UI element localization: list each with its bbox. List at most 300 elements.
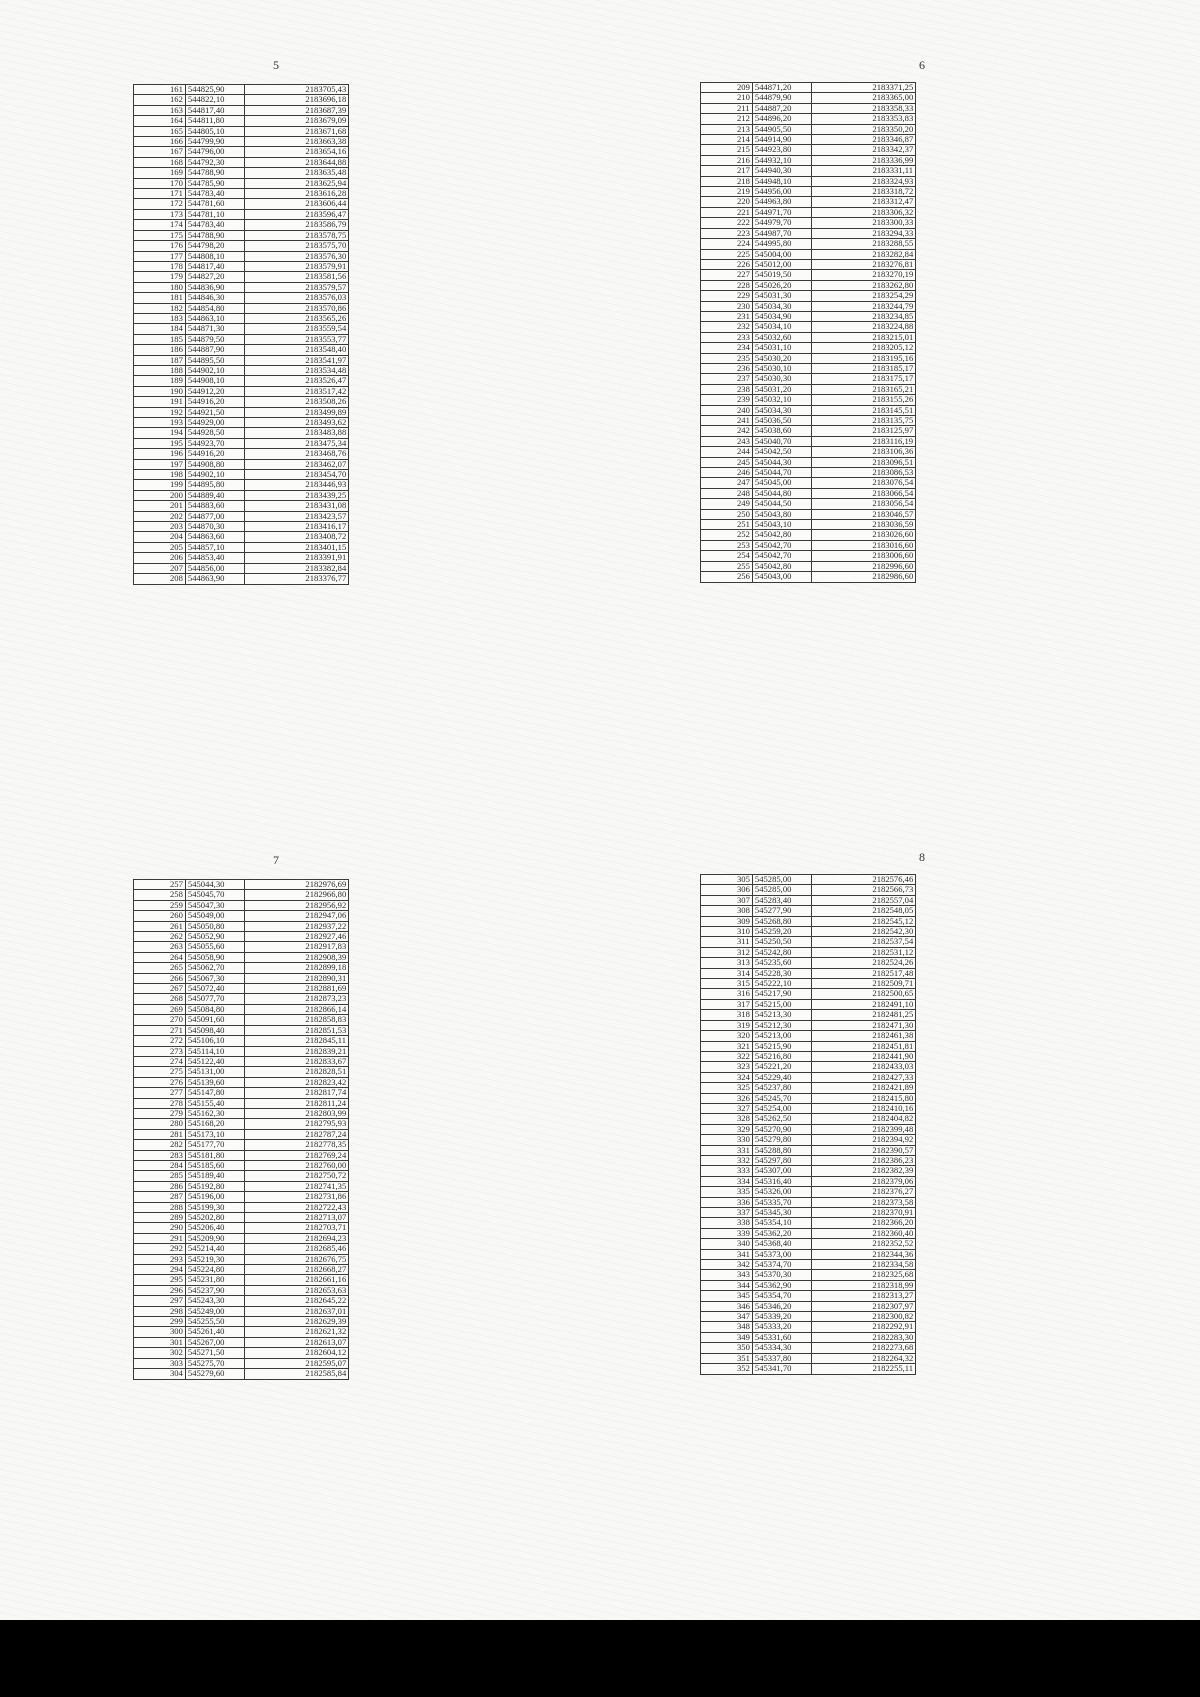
y-coordinate: 2183215,01: [812, 332, 916, 342]
x-coordinate: 544916,20: [185, 449, 245, 459]
table-row: [701, 1062, 916, 1072]
x-coordinate: 545034,30: [752, 405, 812, 415]
y-coordinate: 2183224,88: [812, 322, 916, 332]
x-coordinate: 545337,80: [752, 1353, 812, 1363]
point-number: 211: [701, 103, 753, 113]
table-row: [134, 480, 349, 490]
y-coordinate: 2182352,52: [812, 1239, 916, 1249]
table-row: [134, 1015, 349, 1025]
point-number: 327: [701, 1103, 753, 1113]
point-number: 204: [134, 532, 186, 542]
point-number: 285: [134, 1171, 186, 1181]
x-coordinate: 545155,40: [185, 1098, 245, 1108]
y-coordinate: 2182741,35: [245, 1181, 349, 1191]
point-number: 161: [134, 85, 186, 95]
point-number: 269: [134, 1004, 186, 1014]
y-coordinate: 2183353,83: [812, 114, 916, 124]
x-coordinate: 545261,40: [185, 1327, 245, 1337]
table-row: [701, 1291, 916, 1301]
x-coordinate: 545131,00: [185, 1067, 245, 1077]
y-coordinate: 2183106,36: [812, 447, 916, 457]
x-coordinate: 544929,00: [185, 418, 245, 428]
x-coordinate: 545032,60: [752, 332, 812, 342]
table-row: [701, 1228, 916, 1238]
x-coordinate: 545055,60: [185, 942, 245, 952]
point-number: 183: [134, 313, 186, 323]
point-number: 329: [701, 1124, 753, 1134]
x-coordinate: 544796,00: [185, 147, 245, 157]
y-coordinate: 2183475,34: [245, 438, 349, 448]
point-number: 167: [134, 147, 186, 157]
table-row: [701, 436, 916, 446]
point-number: 205: [134, 542, 186, 552]
y-coordinate: 2183606,44: [245, 199, 349, 209]
point-number: 317: [701, 999, 753, 1009]
x-coordinate: 545279,60: [185, 1369, 245, 1379]
point-number: 259: [134, 900, 186, 910]
y-coordinate: 2183006,60: [812, 551, 916, 561]
point-number: 172: [134, 199, 186, 209]
table-row: [701, 1145, 916, 1155]
y-coordinate: 2183046,57: [812, 509, 916, 519]
x-coordinate: 545034,30: [752, 301, 812, 311]
x-coordinate: 544825,90: [185, 85, 245, 95]
point-number: 236: [701, 363, 753, 373]
point-number: 225: [701, 249, 753, 259]
x-coordinate: 545045,00: [752, 478, 812, 488]
point-number: 308: [701, 906, 753, 916]
table-row: [134, 1275, 349, 1285]
point-number: 312: [701, 947, 753, 957]
table-row: [134, 1369, 349, 1379]
x-coordinate: 544877,00: [185, 511, 245, 521]
x-coordinate: 545044,50: [752, 499, 812, 509]
point-number: 276: [134, 1077, 186, 1087]
point-number: 311: [701, 937, 753, 947]
table-row: [701, 509, 916, 519]
point-number: 207: [134, 563, 186, 573]
y-coordinate: 2182360,40: [812, 1228, 916, 1238]
table-row: [701, 416, 916, 426]
point-number: 184: [134, 324, 186, 334]
point-number: 197: [134, 459, 186, 469]
x-coordinate: 544979,70: [752, 218, 812, 228]
y-coordinate: 2183526,47: [245, 376, 349, 386]
x-coordinate: 545297,80: [752, 1155, 812, 1165]
table-row: [134, 522, 349, 532]
point-number: 194: [134, 428, 186, 438]
table-row: [134, 1192, 349, 1202]
y-coordinate: 2183654,16: [245, 147, 349, 157]
x-coordinate: 544905,50: [752, 124, 812, 134]
x-coordinate: 545058,90: [185, 952, 245, 962]
table-row: [701, 249, 916, 259]
point-number: 256: [701, 572, 753, 582]
x-coordinate: 545052,90: [185, 932, 245, 942]
point-number: 280: [134, 1119, 186, 1129]
x-coordinate: 545243,30: [185, 1296, 245, 1306]
table-row: [701, 1239, 916, 1249]
y-coordinate: 2183346,87: [812, 135, 916, 145]
point-number: 189: [134, 376, 186, 386]
y-coordinate: 2182461,38: [812, 1031, 916, 1041]
table-row: [134, 1306, 349, 1316]
x-coordinate: 544788,90: [185, 168, 245, 178]
y-coordinate: 2183462,07: [245, 459, 349, 469]
x-coordinate: 545285,00: [752, 885, 812, 895]
table-row: [134, 85, 349, 95]
point-number: 352: [701, 1364, 753, 1374]
x-coordinate: 545077,70: [185, 994, 245, 1004]
point-number: 305: [701, 875, 753, 885]
point-number: 179: [134, 272, 186, 282]
point-number: 170: [134, 178, 186, 188]
x-coordinate: 545354,10: [752, 1218, 812, 1228]
table-row: [134, 1160, 349, 1170]
point-number: 243: [701, 436, 753, 446]
y-coordinate: 2183086,53: [812, 468, 916, 478]
point-number: 293: [134, 1254, 186, 1264]
point-number: 334: [701, 1176, 753, 1186]
x-coordinate: 544879,90: [752, 93, 812, 103]
point-number: 300: [134, 1327, 186, 1337]
x-coordinate: 545212,30: [752, 1020, 812, 1030]
table-row: [134, 272, 349, 282]
table-row: [134, 438, 349, 448]
x-coordinate: 545339,20: [752, 1312, 812, 1322]
x-coordinate: 545335,70: [752, 1197, 812, 1207]
table-row: [134, 542, 349, 552]
y-coordinate: 2183581,56: [245, 272, 349, 282]
x-coordinate: 544871,30: [185, 324, 245, 334]
x-coordinate: 544896,20: [752, 114, 812, 124]
y-coordinate: 2183331,11: [812, 166, 916, 176]
point-number: 191: [134, 397, 186, 407]
y-coordinate: 2183350,20: [812, 124, 916, 134]
x-coordinate: 545031,20: [752, 384, 812, 394]
x-coordinate: 545235,60: [752, 958, 812, 968]
table-row: [701, 530, 916, 540]
table-row: [134, 900, 349, 910]
y-coordinate: 2183499,89: [245, 407, 349, 417]
y-coordinate: 2182325,68: [812, 1270, 916, 1280]
y-coordinate: 2182390,57: [812, 1145, 916, 1155]
y-coordinate: 2182917,83: [245, 942, 349, 952]
point-number: 242: [701, 426, 753, 436]
y-coordinate: 2182283,30: [812, 1332, 916, 1342]
x-coordinate: 544863,10: [185, 313, 245, 323]
table-row: [134, 574, 349, 584]
x-coordinate: 545034,10: [752, 322, 812, 332]
x-coordinate: 544908,10: [185, 376, 245, 386]
x-coordinate: 545346,20: [752, 1301, 812, 1311]
point-number: 345: [701, 1291, 753, 1301]
x-coordinate: 545228,30: [752, 968, 812, 978]
x-coordinate: 545030,10: [752, 363, 812, 373]
table-row: [134, 105, 349, 115]
point-number: 182: [134, 303, 186, 313]
y-coordinate: 2182881,69: [245, 984, 349, 994]
y-coordinate: 2183559,54: [245, 324, 349, 334]
table-row: [701, 947, 916, 957]
point-number: 332: [701, 1155, 753, 1165]
y-coordinate: 2182427,33: [812, 1072, 916, 1082]
table-row: [134, 428, 349, 438]
y-coordinate: 2183282,84: [812, 249, 916, 259]
table-row: [701, 187, 916, 197]
table-row: [701, 1103, 916, 1113]
point-number: 288: [134, 1202, 186, 1212]
point-number: 262: [134, 932, 186, 942]
point-number: 302: [134, 1348, 186, 1358]
table-row: [701, 353, 916, 363]
point-number: 212: [701, 114, 753, 124]
x-coordinate: 545354,70: [752, 1291, 812, 1301]
point-number: 250: [701, 509, 753, 519]
x-coordinate: 545345,30: [752, 1208, 812, 1218]
point-number: 330: [701, 1135, 753, 1145]
coordinates-table-page-6: [700, 82, 916, 583]
point-number: 318: [701, 1010, 753, 1020]
y-coordinate: 2182537,54: [812, 937, 916, 947]
y-coordinate: 2183517,42: [245, 386, 349, 396]
y-coordinate: 2182376,27: [812, 1187, 916, 1197]
point-number: 298: [134, 1306, 186, 1316]
point-number: 316: [701, 989, 753, 999]
table-row: [701, 93, 916, 103]
y-coordinate: 2182750,72: [245, 1171, 349, 1181]
table-row: [134, 168, 349, 178]
x-coordinate: 545270,90: [752, 1124, 812, 1134]
point-number: 344: [701, 1280, 753, 1290]
x-coordinate: 545242,80: [752, 947, 812, 957]
y-coordinate: 2182585,84: [245, 1369, 349, 1379]
x-coordinate: 544928,50: [185, 428, 245, 438]
point-number: 178: [134, 261, 186, 271]
point-number: 322: [701, 1051, 753, 1061]
x-coordinate: 545331,60: [752, 1332, 812, 1342]
point-number: 265: [134, 963, 186, 973]
y-coordinate: 2182373,58: [812, 1197, 916, 1207]
y-coordinate: 2182795,93: [245, 1119, 349, 1129]
coordinates-table-page-7: [133, 879, 349, 1380]
x-coordinate: 545250,50: [752, 937, 812, 947]
x-coordinate: 544923,80: [752, 145, 812, 155]
y-coordinate: 2182509,71: [812, 979, 916, 989]
point-number: 233: [701, 332, 753, 342]
point-number: 292: [134, 1244, 186, 1254]
point-number: 341: [701, 1249, 753, 1259]
table-row: [134, 126, 349, 136]
y-coordinate: 2183483,88: [245, 428, 349, 438]
x-coordinate: 544788,90: [185, 230, 245, 240]
table-row: [134, 1171, 349, 1181]
y-coordinate: 2182637,01: [245, 1306, 349, 1316]
y-coordinate: 2182441,90: [812, 1051, 916, 1061]
table-row: [701, 488, 916, 498]
y-coordinate: 2182531,12: [812, 947, 916, 957]
point-number: 282: [134, 1140, 186, 1150]
table-row: [134, 1004, 349, 1014]
y-coordinate: 2183616,28: [245, 189, 349, 199]
table-row: [134, 137, 349, 147]
point-number: 163: [134, 105, 186, 115]
point-number: 268: [134, 994, 186, 1004]
table-row: [701, 968, 916, 978]
y-coordinate: 2183175,17: [812, 374, 916, 384]
table-row: [134, 282, 349, 292]
y-coordinate: 2182300,82: [812, 1312, 916, 1322]
table-row: [701, 363, 916, 373]
table-row: [701, 1083, 916, 1093]
x-coordinate: 545316,40: [752, 1176, 812, 1186]
point-number: 169: [134, 168, 186, 178]
table-row: [701, 1280, 916, 1290]
point-number: 270: [134, 1015, 186, 1025]
y-coordinate: 2182899,18: [245, 963, 349, 973]
x-coordinate: 545249,00: [185, 1306, 245, 1316]
y-coordinate: 2182956,92: [245, 900, 349, 910]
y-coordinate: 2182866,14: [245, 1004, 349, 1014]
table-row: [134, 1129, 349, 1139]
y-coordinate: 2182653,63: [245, 1285, 349, 1295]
x-coordinate: 545042,50: [752, 447, 812, 457]
y-coordinate: 2182851,53: [245, 1025, 349, 1035]
point-number: 181: [134, 293, 186, 303]
y-coordinate: 2183579,91: [245, 261, 349, 271]
table-row: [701, 989, 916, 999]
x-coordinate: 545362,90: [752, 1280, 812, 1290]
table-row: [134, 157, 349, 167]
point-number: 264: [134, 952, 186, 962]
y-coordinate: 2183306,32: [812, 207, 916, 217]
x-coordinate: 545221,20: [752, 1062, 812, 1072]
y-coordinate: 2183145,51: [812, 405, 916, 415]
y-coordinate: 2182471,30: [812, 1020, 916, 1030]
point-number: 254: [701, 551, 753, 561]
y-coordinate: 2182845,11: [245, 1036, 349, 1046]
table-row: [134, 459, 349, 469]
table-row: [701, 561, 916, 571]
x-coordinate: 544932,10: [752, 155, 812, 165]
x-coordinate: 545213,00: [752, 1031, 812, 1041]
point-number: 349: [701, 1332, 753, 1342]
table-row: [701, 551, 916, 561]
table-row: [134, 1348, 349, 1358]
table-row: [701, 259, 916, 269]
table-row: [134, 189, 349, 199]
x-coordinate: 545374,70: [752, 1260, 812, 1270]
point-number: 267: [134, 984, 186, 994]
y-coordinate: 2183687,39: [245, 105, 349, 115]
y-coordinate: 2182566,73: [812, 885, 916, 895]
y-coordinate: 2182976,69: [245, 880, 349, 890]
table-row: [134, 1213, 349, 1223]
point-number: 272: [134, 1036, 186, 1046]
table-row: [701, 145, 916, 155]
y-coordinate: 2182491,10: [812, 999, 916, 1009]
y-coordinate: 2183508,26: [245, 397, 349, 407]
point-number: 209: [701, 83, 753, 93]
x-coordinate: 545042,70: [752, 551, 812, 561]
table-row: [134, 303, 349, 313]
x-coordinate: 544799,90: [185, 137, 245, 147]
table-row: [134, 973, 349, 983]
point-number: 240: [701, 405, 753, 415]
x-coordinate: 544783,40: [185, 189, 245, 199]
x-coordinate: 545259,20: [752, 927, 812, 937]
table-row: [701, 1343, 916, 1353]
table-row: [134, 1358, 349, 1368]
table-row: [134, 994, 349, 1004]
point-number: 164: [134, 116, 186, 126]
table-row: [134, 1202, 349, 1212]
x-coordinate: 545044,30: [752, 457, 812, 467]
table-row: [701, 1197, 916, 1207]
table-row: [134, 1077, 349, 1087]
y-coordinate: 2182292,91: [812, 1322, 916, 1332]
page-number: 8: [919, 850, 925, 864]
point-number: 217: [701, 166, 753, 176]
y-coordinate: 2182595,07: [245, 1358, 349, 1368]
x-coordinate: 545209,90: [185, 1233, 245, 1243]
y-coordinate: 2182557,04: [812, 895, 916, 905]
y-coordinate: 2183342,37: [812, 145, 916, 155]
table-row: [134, 1025, 349, 1035]
point-number: 314: [701, 968, 753, 978]
point-number: 339: [701, 1228, 753, 1238]
y-coordinate: 2182481,25: [812, 1010, 916, 1020]
table-row: [701, 1270, 916, 1280]
table-row: [134, 1036, 349, 1046]
point-number: 304: [134, 1369, 186, 1379]
point-number: 173: [134, 209, 186, 219]
y-coordinate: 2182524,26: [812, 958, 916, 968]
table-row: [134, 386, 349, 396]
table-row: [701, 207, 916, 217]
y-coordinate: 2183416,17: [245, 522, 349, 532]
x-coordinate: 545042,80: [752, 561, 812, 571]
y-coordinate: 2183254,29: [812, 291, 916, 301]
x-coordinate: 545042,70: [752, 540, 812, 550]
point-number: 228: [701, 280, 753, 290]
table-row: [134, 407, 349, 417]
y-coordinate: 2182576,46: [812, 875, 916, 885]
y-coordinate: 2183382,84: [245, 563, 349, 573]
y-coordinate: 2182334,58: [812, 1260, 916, 1270]
y-coordinate: 2183468,76: [245, 449, 349, 459]
y-coordinate: 2182811,24: [245, 1098, 349, 1108]
table-row: [701, 1072, 916, 1082]
table-row: [134, 251, 349, 261]
x-coordinate: 544963,80: [752, 197, 812, 207]
x-coordinate: 544781,60: [185, 199, 245, 209]
point-number: 229: [701, 291, 753, 301]
x-coordinate: 545019,50: [752, 270, 812, 280]
point-number: 244: [701, 447, 753, 457]
x-coordinate: 545047,30: [185, 900, 245, 910]
y-coordinate: 2183288,55: [812, 239, 916, 249]
x-coordinate: 545062,70: [185, 963, 245, 973]
x-coordinate: 545222,10: [752, 979, 812, 989]
point-number: 162: [134, 95, 186, 105]
x-coordinate: 545206,40: [185, 1223, 245, 1233]
x-coordinate: 544853,40: [185, 553, 245, 563]
table-row: [701, 332, 916, 342]
table-row: [701, 155, 916, 165]
point-number: 324: [701, 1072, 753, 1082]
table-row: [134, 1233, 349, 1243]
